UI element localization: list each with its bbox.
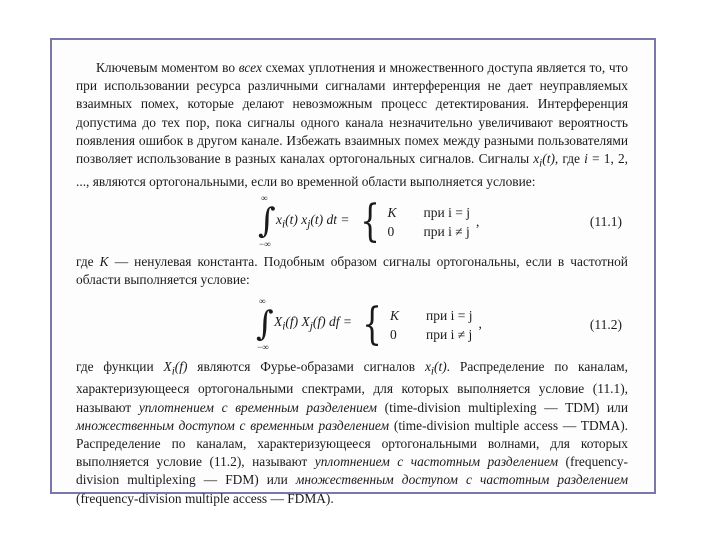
- text-run: Ключевым моментом во: [96, 60, 239, 75]
- formula-11-1: [76, 193, 628, 250]
- case-not-equal: 0 при i ≠ j: [387, 224, 470, 240]
- text-run: являются Фурье-образами сигналов: [187, 358, 425, 374]
- case-not-equal: 0 при i ≠ j: [390, 326, 473, 342]
- integral-sign: ∞ ∫ −∞: [256, 295, 274, 352]
- integral-sign: ∞ ∫ −∞: [258, 193, 276, 250]
- term-fdma: множественным доступом с частотным разделением: [295, 472, 629, 488]
- case-equal: K при i = j: [390, 307, 473, 323]
- integral-upper-limit: ∞: [261, 193, 268, 204]
- text-run: (frequency-division multiple access — FDMA).: [76, 490, 334, 506]
- paragraph-frequency-domain: [76, 253, 628, 289]
- equation-number: (11.2): [589, 316, 622, 332]
- formula-body: [256, 295, 482, 352]
- text-run: = 1, 2, ..., являются ортогональными, если во временной области выполняется условие:: [76, 151, 629, 189]
- text-run: (time-division multiplexing — TDM) или: [376, 399, 628, 415]
- document-page: [76, 59, 628, 508]
- text-run: . Распределение по каналам, характеризующееся ортогональными спектрами, для которых выполняется условие (11.1), называют: [76, 358, 628, 415]
- text-run: где: [76, 254, 100, 270]
- term-tdma: множественным доступом с временным разделением: [76, 417, 390, 433]
- text-run: схемах уплотнения и множественного доступа является то, что при использовании ресурса различными сигналами интерференция не дает неуправляемых взаимных помех, которые делают невозможным процесс детектирования. Интерференция допустима до тех пор, пока сигналы одного канала незначительно увеличивают вероятность появления ошибок в другом канале. Избежать взаимных помех между разными пользователями позволяет использование в разных каналах ортогональных сигналов. Сигналы: [76, 60, 628, 167]
- cases: [390, 306, 472, 344]
- paragraph-tdm-fdm: [76, 358, 628, 508]
- integral-lower-limit: −∞: [257, 341, 269, 352]
- cases: [388, 203, 470, 241]
- text-run: (frequency-division multiplexing — FDM) или: [76, 454, 629, 488]
- paragraph-orthogonality-intro: [76, 59, 628, 191]
- case-equal: K при i = j: [387, 205, 470, 221]
- text-run: — ненулевая константа. Подобным образом сигналы ортогональны, если в частотной области выполняется условие:: [76, 254, 628, 288]
- integrand: $X_i(f)$ $X_j(f)$ df =: [274, 314, 353, 333]
- math-xi-f: $X_i(f)$: [163, 358, 188, 378]
- integral-lower-limit: −∞: [259, 239, 271, 250]
- left-brace: {: [362, 298, 382, 350]
- formula-body: [258, 193, 480, 250]
- math-xi-t: $x_i(t)$: [424, 358, 447, 378]
- text-run: , где: [554, 151, 585, 167]
- integral-upper-limit: ∞: [259, 295, 266, 306]
- term-tdm: уплотнением с временным разделением: [138, 399, 377, 415]
- formula-comma: ,: [478, 316, 482, 332]
- text-run: (time-division multiple access — TDMA). Распределение по каналам, характеризующееся ортогональными волнами, для которых выполняется условие (11.2), называют: [76, 417, 628, 470]
- left-brace: {: [359, 196, 380, 248]
- equation-number: (11.1): [589, 213, 622, 229]
- text-run: где функции: [76, 358, 164, 374]
- integrand: $x_i(t)$ $x_j(t)$ dt =: [276, 211, 350, 231]
- formula-comma: ,: [475, 213, 480, 229]
- math-k: K: [99, 254, 109, 270]
- math-i: i: [584, 151, 588, 167]
- math-xi-t: $x_i(t)$: [533, 151, 555, 170]
- formula-11-2: [76, 295, 628, 352]
- term-fdm: уплотнением с частотным разделением: [314, 454, 559, 470]
- italic-run: всех: [238, 60, 262, 75]
